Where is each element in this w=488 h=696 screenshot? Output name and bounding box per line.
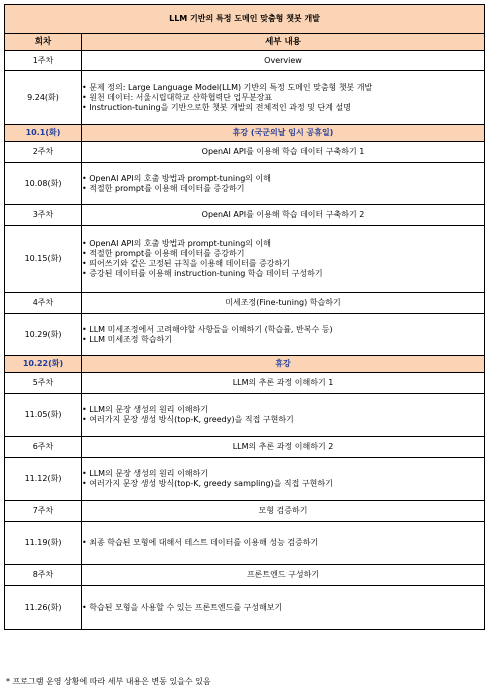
week-label: 8주차 (5, 565, 82, 586)
session-topic: OpenAI API를 이용해 학습 데이터 구축하기 1 (82, 142, 485, 163)
detail-item: • LLM 미세조정 학습하기 (82, 334, 172, 344)
week-label: 7주차 (5, 501, 82, 522)
session-topic: LLM의 추론 과정 이해하기 1 (82, 373, 485, 394)
detail-item: • 띄어쓰기와 같은 고정된 규칙을 이용해 데이터를 증강하기 (82, 259, 290, 268)
detail-item: • 적절한 prompt를 이용해 데이터를 증강하기 (82, 183, 245, 193)
session-detail-row (5, 226, 485, 293)
detail-item: • 증강된 데이터를 이용해 instruction-tuning 학습 데이터 구성하기 (82, 269, 323, 278)
detail-item: • 여러가지 문장 생성 방식(top-K, greedy)을 직접 구현하기 (82, 415, 294, 424)
session-detail-row (5, 71, 485, 125)
session-topic: LLM의 추론 과정 이해하기 2 (82, 437, 485, 458)
break-row (5, 356, 485, 373)
session-topic: Overview (82, 51, 485, 71)
session-date: 10.29(화) (5, 314, 82, 356)
session-date: 10.08(화) (5, 163, 82, 205)
break-label: 휴강 (국군의날 임시 공휴일) (82, 125, 485, 142)
detail-column-header: 세부 내용 (82, 34, 485, 51)
session-detail-row (5, 586, 485, 630)
break-label: 휴강 (82, 356, 485, 373)
detail-item: • OpenAI API의 호출 방법과 prompt-tuning의 이해 (82, 239, 272, 248)
footnote: * 프로그램 운영 상황에 따라 세부 내용은 변동 있을수 있음 (6, 677, 211, 686)
week-label: 3주차 (5, 205, 82, 226)
session-row (5, 437, 485, 458)
session-details (82, 226, 485, 293)
session-topic: 프론트엔드 구성하기 (82, 565, 485, 586)
week-label: 6주차 (5, 437, 82, 458)
session-detail-row (5, 163, 485, 205)
detail-item: • 여러가지 문장 생성 방식(top-K, greedy sampling)을 직접 구현하기 (82, 479, 333, 488)
session-detail-row (5, 394, 485, 437)
session-row (5, 142, 485, 163)
detail-item: • 적절한 prompt를 이용해 데이터를 증강하기 (82, 249, 245, 258)
session-row (5, 565, 485, 586)
session-detail-row (5, 314, 485, 356)
session-row (5, 51, 485, 71)
table-header-row (5, 34, 485, 51)
session-date: 11.12(화) (5, 458, 82, 501)
week-label: 2주차 (5, 142, 82, 163)
session-topic: 미세조정(Fine-tuning) 학습하기 (82, 293, 485, 314)
session-date: 11.05(화) (5, 394, 82, 437)
session-details (82, 586, 485, 630)
detail-item: • 원천 데이터: 서울시립대학교 산학협력단 업무분장표 (82, 92, 273, 102)
week-label: 4주차 (5, 293, 82, 314)
detail-item: • 최종 학습된 모형에 대해서 테스트 데이터를 이용해 성능 검증하기 (82, 538, 319, 547)
schedule-table (4, 4, 485, 630)
session-date: 10.15(화) (5, 226, 82, 293)
session-detail-row (5, 522, 485, 565)
detail-item: • LLM의 문장 생성의 원리 이해하기 (82, 469, 208, 478)
week-label: 1주차 (5, 51, 82, 71)
session-row (5, 293, 485, 314)
session-date: 9.24(화) (5, 71, 82, 125)
session-date: 11.19(화) (5, 522, 82, 565)
detail-item: • 문제 정의: Large Language Model(LLM) 기반의 특정 도메인 맞춤형 챗봇 개발 (82, 82, 373, 92)
detail-item: • LLM 미세조정에서 고려해야할 사항들을 이해하기 (학습률, 반복수 등) (82, 324, 333, 334)
schedule-page (4, 4, 484, 630)
session-column-header: 회차 (5, 34, 82, 51)
session-date: 11.26(화) (5, 586, 82, 630)
session-topic: OpenAI API를 이용해 학습 데이터 구축하기 2 (82, 205, 485, 226)
session-row (5, 205, 485, 226)
session-details (82, 314, 485, 356)
session-details (82, 394, 485, 437)
detail-item: • 학습된 모형을 사용할 수 있는 프론트엔드를 구성해보기 (82, 602, 283, 612)
break-date: 10.22(화) (5, 356, 82, 373)
break-date: 10.1(화) (5, 125, 82, 142)
detail-item: • Instruction-tuning을 기반으로한 챗봇 개발의 전체적인 과정 및 단계 설명 (82, 102, 351, 112)
session-topic: 모형 검증하기 (82, 501, 485, 522)
session-details (82, 163, 485, 205)
detail-item: • LLM의 문장 생성의 원리 이해하기 (82, 405, 208, 414)
session-row (5, 373, 485, 394)
session-details (82, 458, 485, 501)
document-title: LLM 기반의 특정 도메인 맞춤형 챗봇 개발 (5, 5, 485, 34)
session-details (82, 71, 485, 125)
week-label: 5주차 (5, 373, 82, 394)
session-details (82, 522, 485, 565)
session-detail-row (5, 458, 485, 501)
session-row (5, 501, 485, 522)
break-row (5, 125, 485, 142)
detail-item: • OpenAI API의 호출 방법과 prompt-tuning의 이해 (82, 173, 272, 183)
